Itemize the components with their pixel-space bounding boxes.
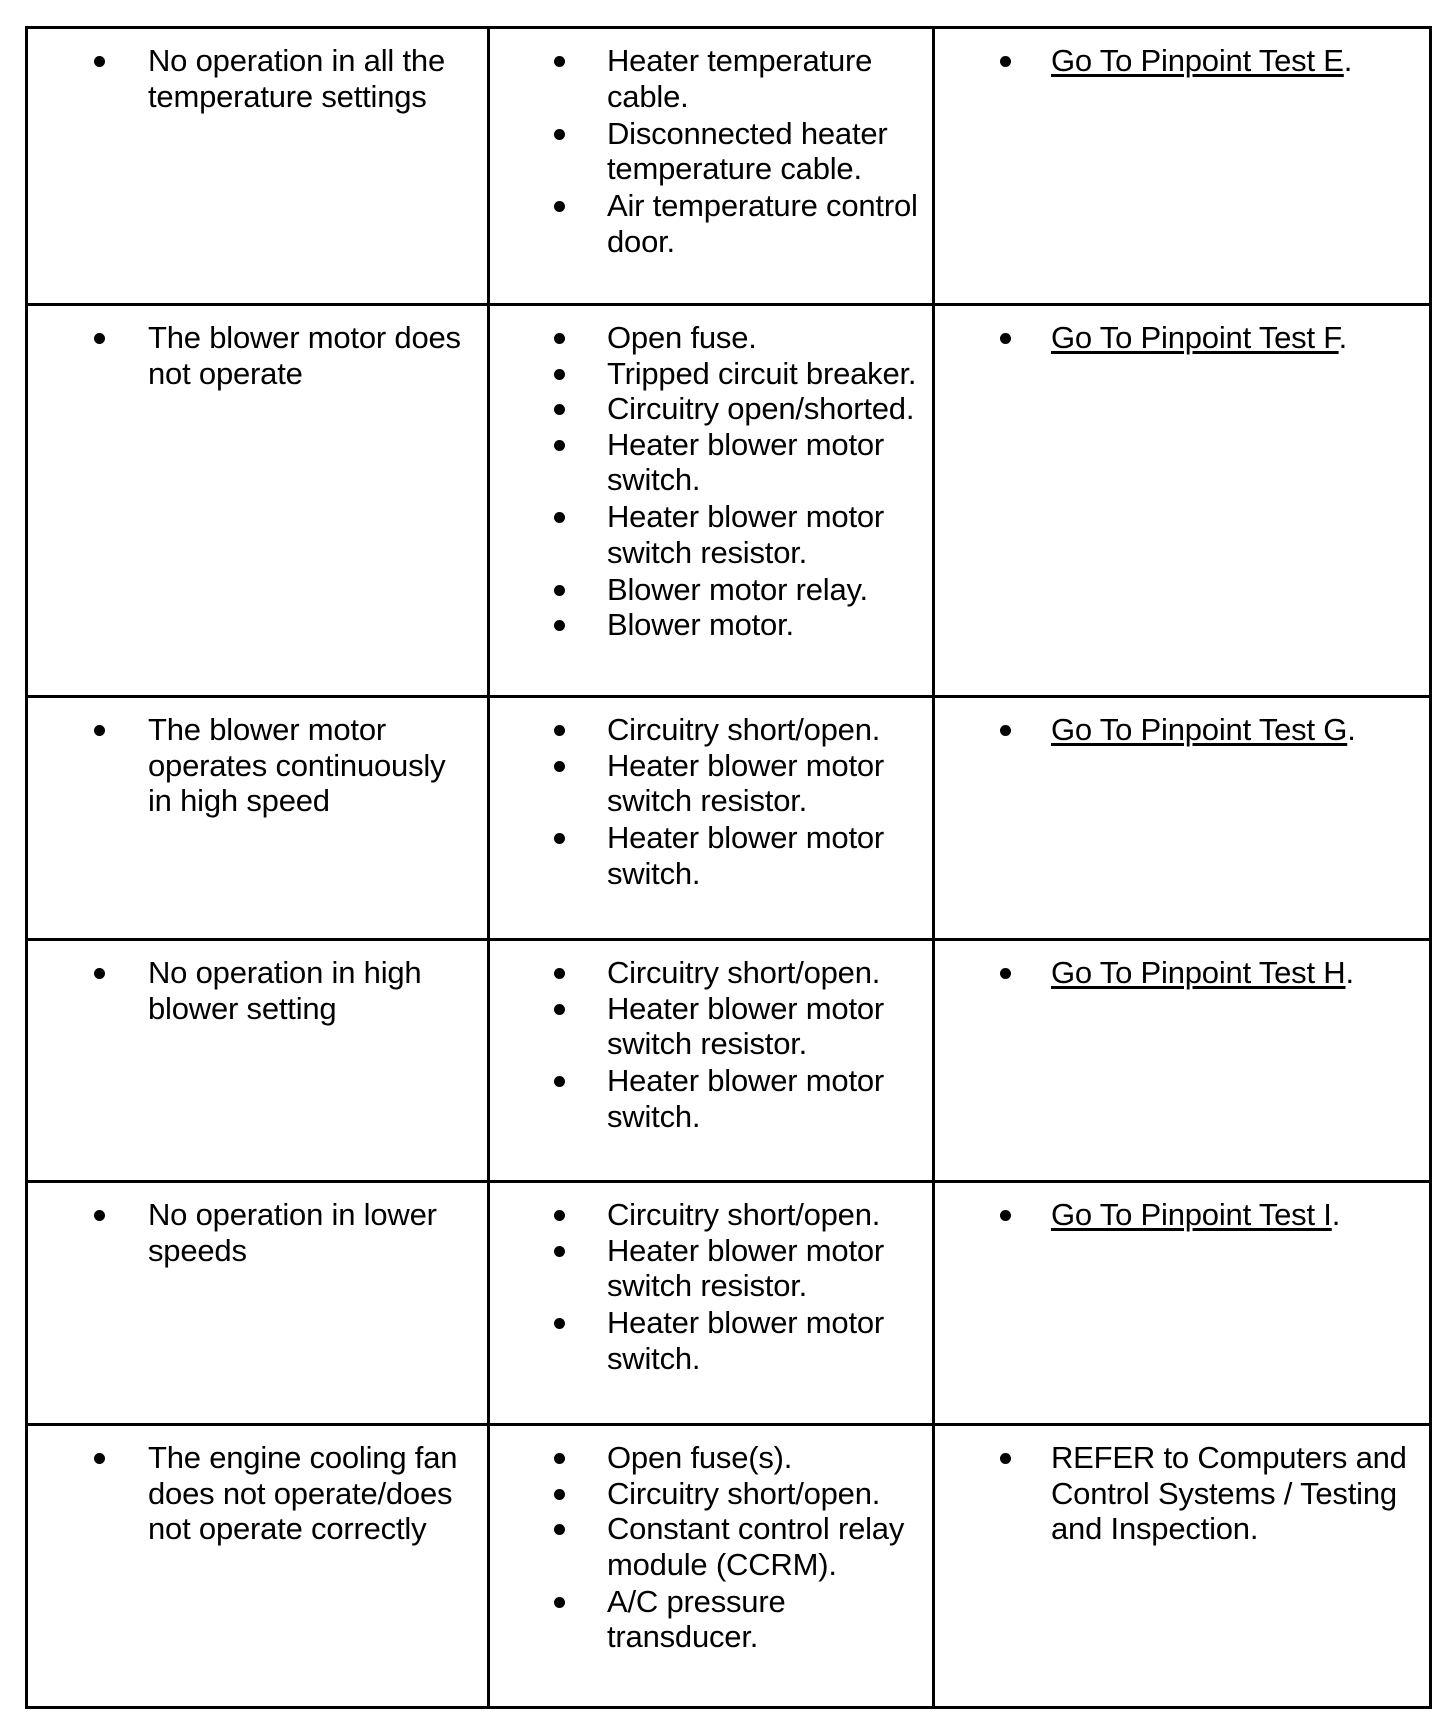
source-item: Heater blower motor switch. [490, 1305, 922, 1376]
symptom-text: The blower motor operates continuously in high speed [28, 712, 477, 819]
action-item [935, 955, 1419, 991]
source-item: Heater blower motor switch resistor. [490, 1233, 922, 1304]
source-item: Disconnected heater temperature cable. [490, 116, 922, 187]
source-cell [489, 1182, 934, 1425]
source-item: A/C pressure transducer. [490, 1584, 922, 1655]
pinpoint-test-link[interactable]: Go To Pinpoint Test H [1051, 955, 1346, 990]
source-item: Heater blower motor switch. [490, 427, 922, 498]
symptom-text: No operation in all the temperature settings [28, 43, 477, 114]
source-cell [489, 697, 934, 940]
action-cell [934, 697, 1431, 940]
source-cell [489, 28, 934, 305]
source-item: Heater blower motor switch resistor. [490, 991, 922, 1062]
table-row [27, 1425, 1431, 1708]
action-suffix: . [1338, 320, 1348, 355]
action-item [935, 712, 1419, 748]
source-item: Circuitry short/open. [490, 955, 922, 991]
symptom-cell [27, 1425, 489, 1708]
action-cell [934, 1425, 1431, 1708]
action-cell [934, 305, 1431, 697]
pinpoint-test-link[interactable]: Go To Pinpoint Test G [1051, 712, 1348, 747]
action-item [935, 320, 1419, 356]
diagnosis-table [25, 26, 1432, 1709]
symptom-cell [27, 940, 489, 1182]
symptom-text: The blower motor does not operate [28, 320, 477, 391]
action-suffix: . [1331, 1197, 1341, 1232]
action-cell [934, 940, 1431, 1182]
source-item: Open fuse(s). [490, 1440, 922, 1476]
source-item: Blower motor. [490, 607, 922, 643]
source-item: Open fuse. [490, 320, 922, 356]
source-item: Heater blower motor switch. [490, 820, 922, 891]
table-row [27, 28, 1431, 305]
symptom-cell [27, 305, 489, 697]
source-item: Heater temperature cable. [490, 43, 922, 114]
source-item: Circuitry short/open. [490, 712, 922, 748]
action-suffix: . [1345, 955, 1354, 990]
action-suffix: . [1347, 712, 1356, 747]
table-row [27, 697, 1431, 940]
action-item [935, 43, 1419, 79]
action-text: REFER to Computers and Control Systems / Testing and Inspection. [935, 1440, 1419, 1547]
symptom-cell [27, 1182, 489, 1425]
pinpoint-test-link[interactable]: Go To Pinpoint Test F [1051, 320, 1339, 355]
action-item [935, 1197, 1419, 1233]
source-item: Circuitry short/open. [490, 1476, 922, 1512]
action-cell [934, 1182, 1431, 1425]
symptom-text: No operation in lower speeds [28, 1197, 477, 1268]
source-cell [489, 305, 934, 697]
source-item: Tripped circuit breaker. [490, 356, 922, 392]
source-item: Heater blower motor switch. [490, 1063, 922, 1134]
source-cell [489, 940, 934, 1182]
source-item: Circuitry open/shorted. [490, 391, 922, 427]
action-cell [934, 28, 1431, 305]
symptom-text: No operation in high blower setting [28, 955, 477, 1026]
source-item: Heater blower motor switch resistor. [490, 748, 922, 819]
pinpoint-test-link[interactable]: Go To Pinpoint Test I [1051, 1197, 1332, 1232]
source-cell [489, 1425, 934, 1708]
table-row [27, 1182, 1431, 1425]
table-row [27, 305, 1431, 697]
source-item: Constant control relay module (CCRM). [490, 1511, 922, 1582]
pinpoint-test-link[interactable]: Go To Pinpoint Test E [1051, 43, 1344, 78]
symptom-text: The engine cooling fan does not operate/does not operate correctly [28, 1440, 477, 1547]
source-item: Air temperature control door. [490, 188, 922, 259]
symptom-cell [27, 28, 489, 305]
source-item: Blower motor relay. [490, 572, 922, 608]
table-row [27, 940, 1431, 1182]
symptom-cell [27, 697, 489, 940]
source-item: Circuitry short/open. [490, 1197, 922, 1233]
action-suffix: . [1343, 43, 1353, 78]
source-item: Heater blower motor switch resistor. [490, 499, 922, 570]
